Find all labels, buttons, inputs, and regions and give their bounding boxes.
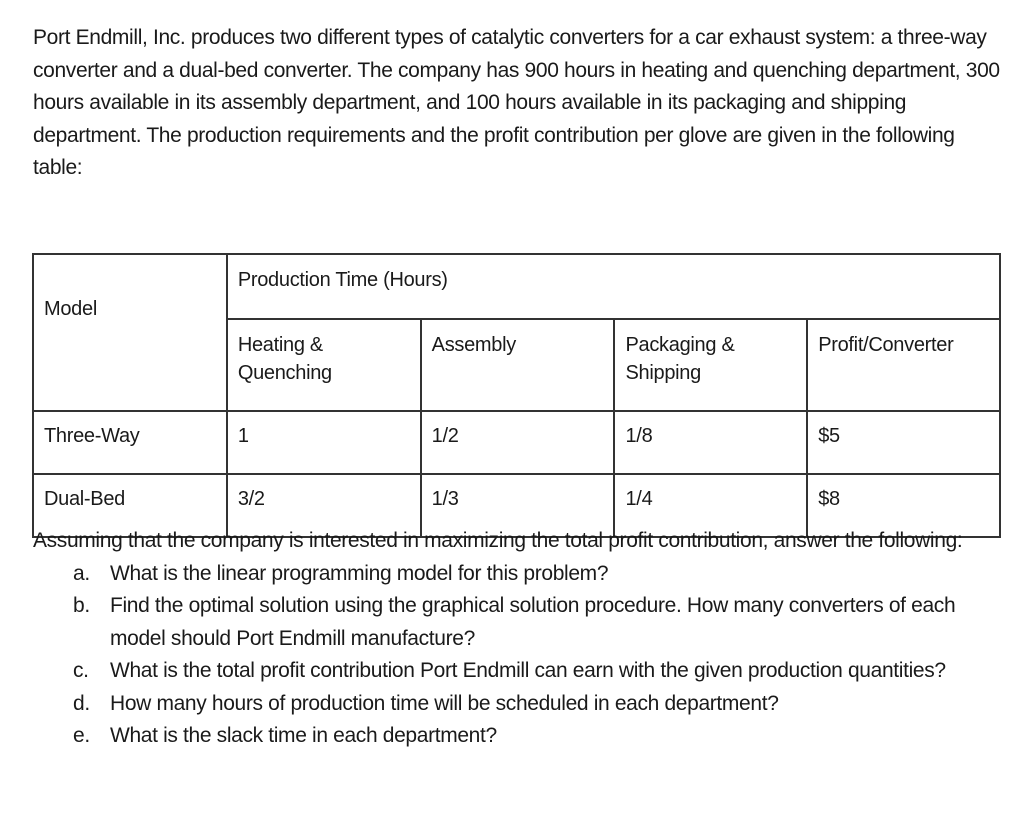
- model-cell: Dual-Bed: [33, 474, 227, 537]
- model-header: Model: [44, 298, 97, 320]
- model-header-cell: [33, 254, 227, 411]
- list-marker: d.: [73, 691, 90, 715]
- table-cell: $5: [807, 411, 1000, 474]
- production-requirements-table: [32, 253, 1001, 538]
- table-header-row: [33, 254, 1000, 319]
- list-item: [33, 590, 1005, 655]
- model-cell: Three-Way: [33, 411, 227, 474]
- list-marker: c.: [73, 659, 89, 682]
- list-marker: a.: [73, 561, 90, 585]
- list-item: [33, 655, 1005, 688]
- table-cell: 1/2: [421, 411, 615, 474]
- question-text: How many hours of production time will be scheduled in each department?: [110, 691, 779, 715]
- group-header-cell: [227, 254, 1000, 319]
- assembly-header: Assembly: [431, 334, 516, 356]
- intro-paragraph: Port Endmill, Inc. produces two different types of catalytic converters for a car exhaust system: a three-way converter and a dual-bed converter. The company has 900 hours in heating and quenching department, 300 hours available in its assembly department, and 100 hours available in its packaging and shipping department. The production requirements and the profit contribution per glove are given in the following table:: [33, 26, 1000, 179]
- column-header-cell: [227, 319, 421, 411]
- list-marker: e.: [73, 724, 90, 747]
- column-header-cell: [421, 319, 615, 411]
- table-row: [33, 411, 1000, 474]
- question-text: What is the slack time in each department?: [110, 724, 497, 747]
- table-cell: $8: [807, 474, 1000, 537]
- list-item: [33, 558, 1005, 591]
- list-item: [33, 688, 1005, 721]
- table-cell: 1/4: [614, 474, 807, 537]
- table-cell: 1/8: [614, 411, 807, 474]
- list-item: [33, 720, 1005, 753]
- table-cell: 1/3: [421, 474, 615, 537]
- question-text: What is the linear programming model for this problem?: [110, 561, 609, 585]
- table-cell: 1: [227, 411, 421, 474]
- question-text: What is the total profit contribution Port Endmill can earn with the given production quantities?: [110, 659, 946, 682]
- column-header-cell: [614, 319, 807, 411]
- table-cell: 3/2: [227, 474, 421, 537]
- packaging-shipping-header: Packaging & Shipping: [625, 334, 735, 384]
- column-header-cell: [807, 319, 1000, 411]
- production-time-header: Production Time (Hours): [237, 269, 448, 291]
- heating-quenching-header: Heating & Quenching: [237, 334, 332, 384]
- question-text: Find the optimal solution using the graphical solution procedure. How many converters of each model should Port Endmill manufacture?: [110, 594, 956, 650]
- profit-header: Profit/Converter: [818, 334, 954, 356]
- question-list: [33, 558, 1005, 753]
- questions-section: [33, 525, 1005, 753]
- questions-prompt: Assuming that the company is interested in maximizing the total profit contribution, answer the following:: [33, 529, 963, 552]
- list-marker: b.: [73, 594, 90, 617]
